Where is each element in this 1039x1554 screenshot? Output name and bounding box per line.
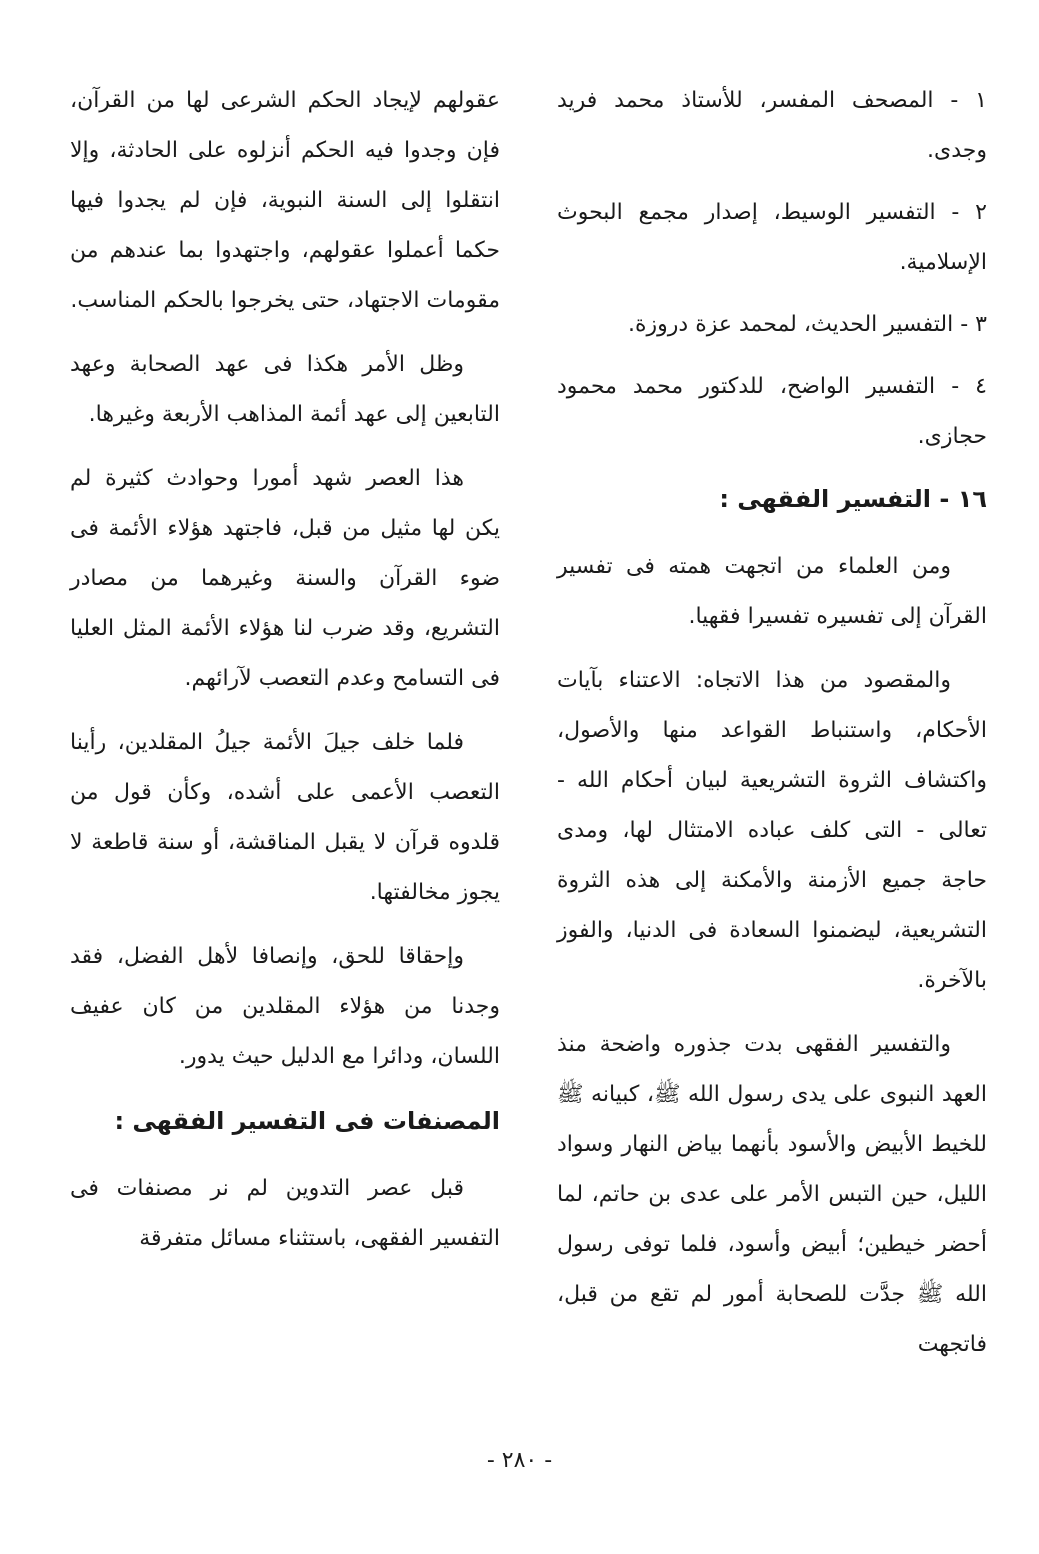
paragraph: والتفسير الفقهى بدت جذوره واضحة منذ العهد النبوى على يدى رسول الله ﷺ، كبيانه ﷺ للخيط الأبيض والأسود بأنهما بياض النهار وسواد الليل، حين التبس الأمر على عدى بن حاتم، لما أحضر خيطين؛ أبيض وأسود، فلما توفى رسول الله ﷺ جدَّت للصحابة أمور لم تقع من قبل، فاتجهت <box>557 1032 987 1357</box>
section-heading-fiqh-works: المصنفات فى التفسير الفقهى : <box>114 1107 500 1135</box>
paragraph: قبل عصر التدوين لم نر مصنفات فى التفسير الفقهى، باستثناء مسائل متفرقة <box>70 1176 500 1251</box>
left-column <box>70 76 500 1278</box>
paragraph: هذا العصر شهد أمورا وحوادث كثيرة لم يكن لها مثيل من قبل، فاجتهد هؤلاء الأئمة فى ضوء القرآن والسنة وغيرهما من مصادر التشريع، وقد ضرب لنا هؤلاء الأئمة المثل العليا فى التسامح وعدم التعصب لآرائهم. <box>70 466 500 691</box>
paragraph: وظل الأمر هكذا فى عهد الصحابة وعهد التابعين إلى عهد أئمة المذاهب الأربعة وغيرها. <box>70 352 500 427</box>
paragraph: فلما خلف جيلَ الأئمة جيلُ المقلدين، رأينا التعصب الأعمى على أشده، وكأن قول من قلدوه قرآن لا يقبل المناقشة، أو سنة قاطعة لا يجوز مخالفتها. <box>70 730 500 905</box>
right-column <box>557 76 987 1384</box>
reference-item-3: ٣ - التفسير الحديث، لمحمد عزة دروزة. <box>628 312 987 337</box>
page-number: - ٢٨٠ - <box>486 1448 553 1473</box>
paragraph: وإحقاقا للحق، وإنصافا لأهل الفضل، فقد وجدنا من هؤلاء المقلدين من كان عفيف اللسان، ودائرا مع الدليل حيث يدور. <box>70 944 500 1069</box>
reference-item-1: ١ - المصحف المفسر، للأستاذ محمد فريد وجدى. <box>557 88 987 163</box>
reference-item-2: ٢ - التفسير الوسيط، إصدار مجمع البحوث الإسلامية. <box>557 200 987 275</box>
paragraph: ومن العلماء من اتجهت همته فى تفسير القرآن إلى تفسيره تفسيرا فقهيا. <box>557 554 987 629</box>
paragraph: والمقصود من هذا الاتجاه: الاعتناء بآيات الأحكام، واستنباط القواعد منها والأصول، واكتشاف الثروة التشريعية لبيان أحكام الله - تعالى - التى كلف عباده الامتثال لها، ومدى حاجة جميع الأزمنة والأمكنة إلى هذه الثروة التشريعية، ليضمنوا السعادة فى الدنيا، والفوز بالآخرة. <box>557 668 987 993</box>
section-heading-fiqh-tafsir: ١٦ - التفسير الفقهى : <box>719 485 987 513</box>
reference-item-4: ٤ - التفسير الواضح، للدكتور محمد محمود حجازى. <box>557 374 987 449</box>
paragraph: عقولهم لإيجاد الحكم الشرعى لها من القرآن، فإن وجدوا فيه الحكم أنزلوه على الحادثة، وإلا انتقلوا إلى السنة النبوية، فإن لم يجدوا فيها حكما أعملوا عقولهم، واجتهدوا بما عندهم من مقومات الاجتهاد، حتى يخرجوا بالحكم المناسب. <box>70 88 500 313</box>
